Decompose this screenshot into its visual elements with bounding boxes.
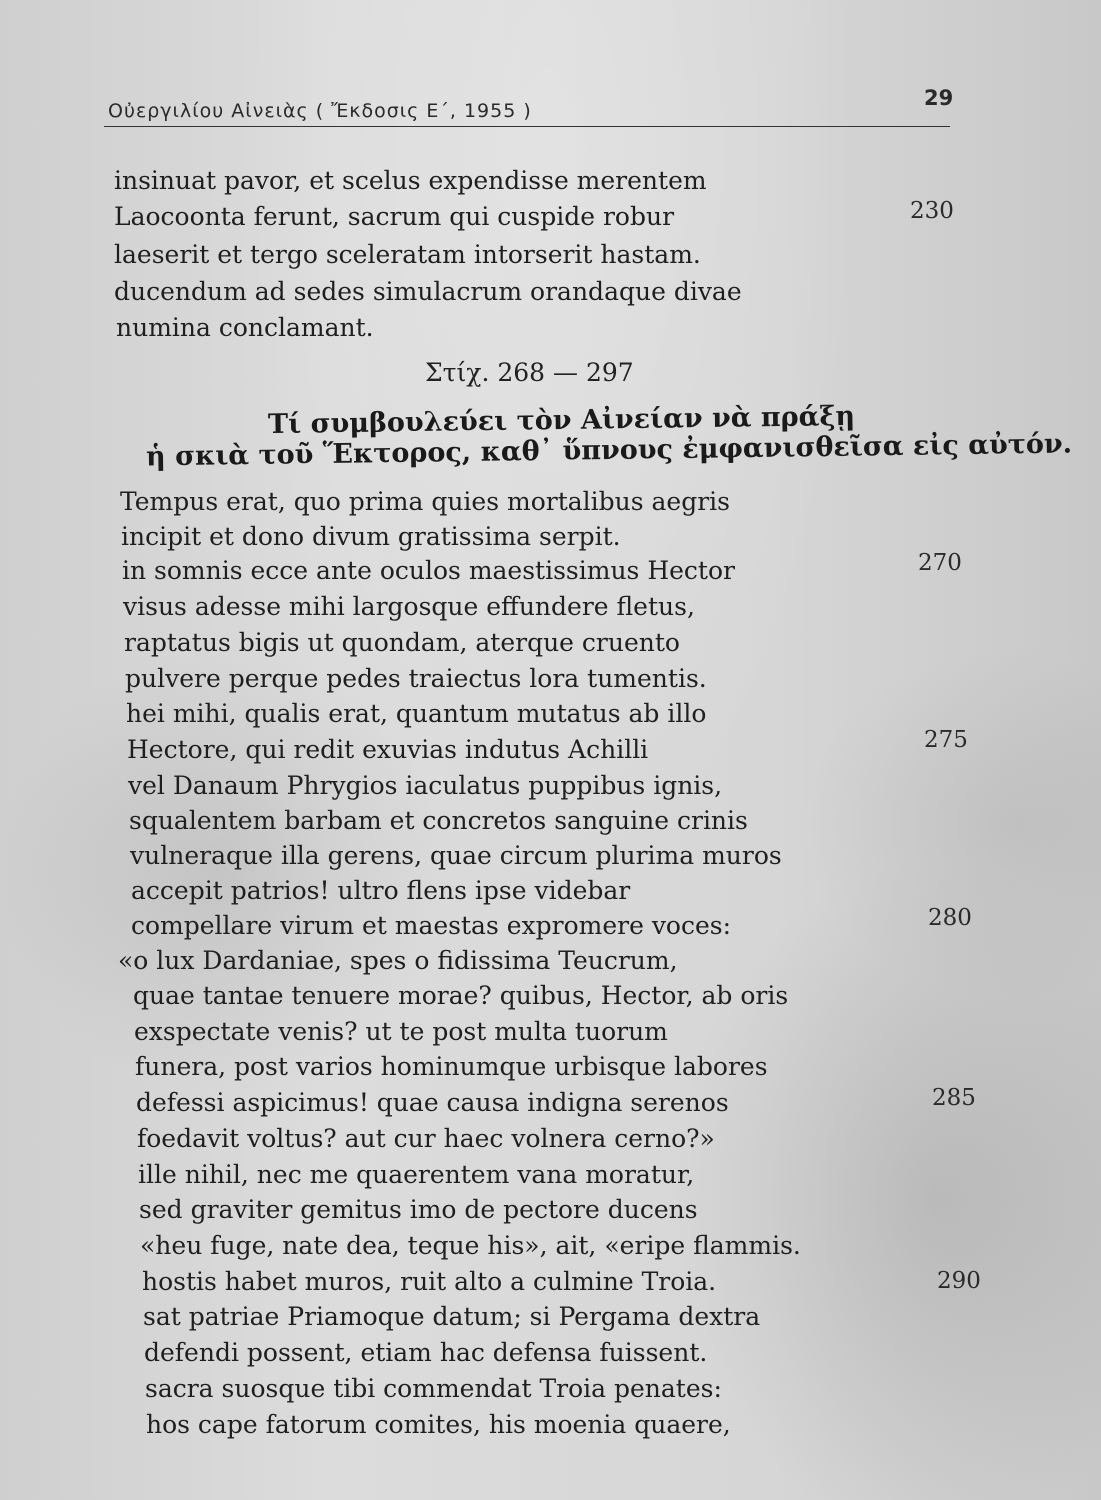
verse-line: funera, post varios hominumque urbisque labores bbox=[135, 1052, 768, 1081]
verse-line: quae tantae tenuere morae? quibus, Hector, ab oris bbox=[133, 981, 789, 1010]
verse-line: defendi possent, etiam hac defensa fuissent. bbox=[144, 1338, 708, 1367]
verse-line: insinuat pavor, et scelus expendisse merentem bbox=[114, 166, 707, 195]
line-number: 230 bbox=[910, 198, 954, 224]
verse-line: «heu fuge, nate dea, teque his», ait, «eripe flammis. bbox=[140, 1231, 801, 1260]
line-number: 290 bbox=[937, 1268, 981, 1294]
running-head: Οὐεργιλίου Αἰνειὰς ( Ἔκδοσις Ε΄, 1955 ) bbox=[108, 100, 532, 122]
verse-line: defessi aspicimus! quae causa indigna serenos bbox=[136, 1088, 729, 1117]
section-reference: Στίχ. 268 — 297 bbox=[425, 358, 634, 387]
line-number: 280 bbox=[928, 905, 972, 931]
verse-line: «o lux Dardaniae, spes o fidissima Teucrum, bbox=[118, 946, 678, 975]
line-number: 275 bbox=[924, 727, 968, 753]
verse-line: sacra suosque tibi commendat Troia penates: bbox=[145, 1374, 722, 1403]
verse-line: numina conclamant. bbox=[116, 313, 374, 342]
verse-line: sat patriae Priamoque datum; si Pergama dextra bbox=[143, 1302, 761, 1331]
verse-line: visus adesse mihi largosque effundere fletus, bbox=[123, 592, 695, 621]
verse-line: ille nihil, nec me quaerentem vana moratur, bbox=[138, 1160, 695, 1189]
verse-line: vulneraque illa gerens, quae circum plurima muros bbox=[130, 841, 782, 870]
verse-line: raptatus bigis ut quondam, aterque cruento bbox=[124, 628, 680, 657]
page-number: 29 bbox=[924, 86, 954, 110]
verse-line: vel Danaum Phrygios iaculatus puppibus ignis, bbox=[128, 771, 723, 800]
verse-line: exspectate venis? ut te post multa tuorum bbox=[134, 1017, 668, 1046]
verse-line: hostis habet muros, ruit alto a culmine Troia. bbox=[142, 1267, 717, 1296]
verse-line: compellare virum et maestas expromere voces: bbox=[131, 911, 732, 940]
verse-line: Laocoonta ferunt, sacrum qui cuspide robur bbox=[114, 202, 675, 231]
verse-line: sed graviter gemitus imo de pectore ducens bbox=[139, 1195, 698, 1224]
verse-line: accepit patrios! ultro flens ipse videbar bbox=[131, 876, 631, 905]
verse-line: ducendum ad sedes simulacrum orandaque divae bbox=[114, 277, 742, 306]
header-rule bbox=[104, 126, 950, 127]
verse-line: foedavit voltus? aut cur haec volnera cerno?» bbox=[137, 1124, 715, 1153]
line-number: 285 bbox=[932, 1085, 976, 1111]
verse-line: Hectore, qui redit exuvias indutus Achilli bbox=[127, 735, 649, 764]
verse-line: in somnis ecce ante oculos maestissimus Hector bbox=[122, 556, 735, 585]
verse-line: squalentem barbam et concretos sanguine crinis bbox=[129, 806, 748, 835]
line-number: 270 bbox=[918, 550, 962, 576]
verse-line: Tempus erat, quo prima quies mortalibus aegris bbox=[120, 487, 730, 516]
verse-line: hos cape fatorum comites, his moenia quaere, bbox=[146, 1410, 731, 1439]
verse-line: hei mihi, qualis erat, quantum mutatus ab illo bbox=[126, 699, 707, 728]
verse-line: pulvere perque pedes traiectus lora tumentis. bbox=[125, 664, 707, 693]
verse-line: laeserit et tergo sceleratam intorserit hastam. bbox=[114, 240, 701, 269]
verse-line: incipit et dono divum gratissima serpit. bbox=[121, 522, 621, 551]
section-heading-line-2: ἡ σκιὰ τοῦ Ἕκτορος, καθ᾿ ὕπνους ἐμφανισθεῖσα εἰς αὐτόν. bbox=[145, 428, 1073, 473]
section-heading-line-1: Τί συμβουλεύει τὸν Αἰνείαν νὰ πράξῃ bbox=[267, 400, 856, 441]
